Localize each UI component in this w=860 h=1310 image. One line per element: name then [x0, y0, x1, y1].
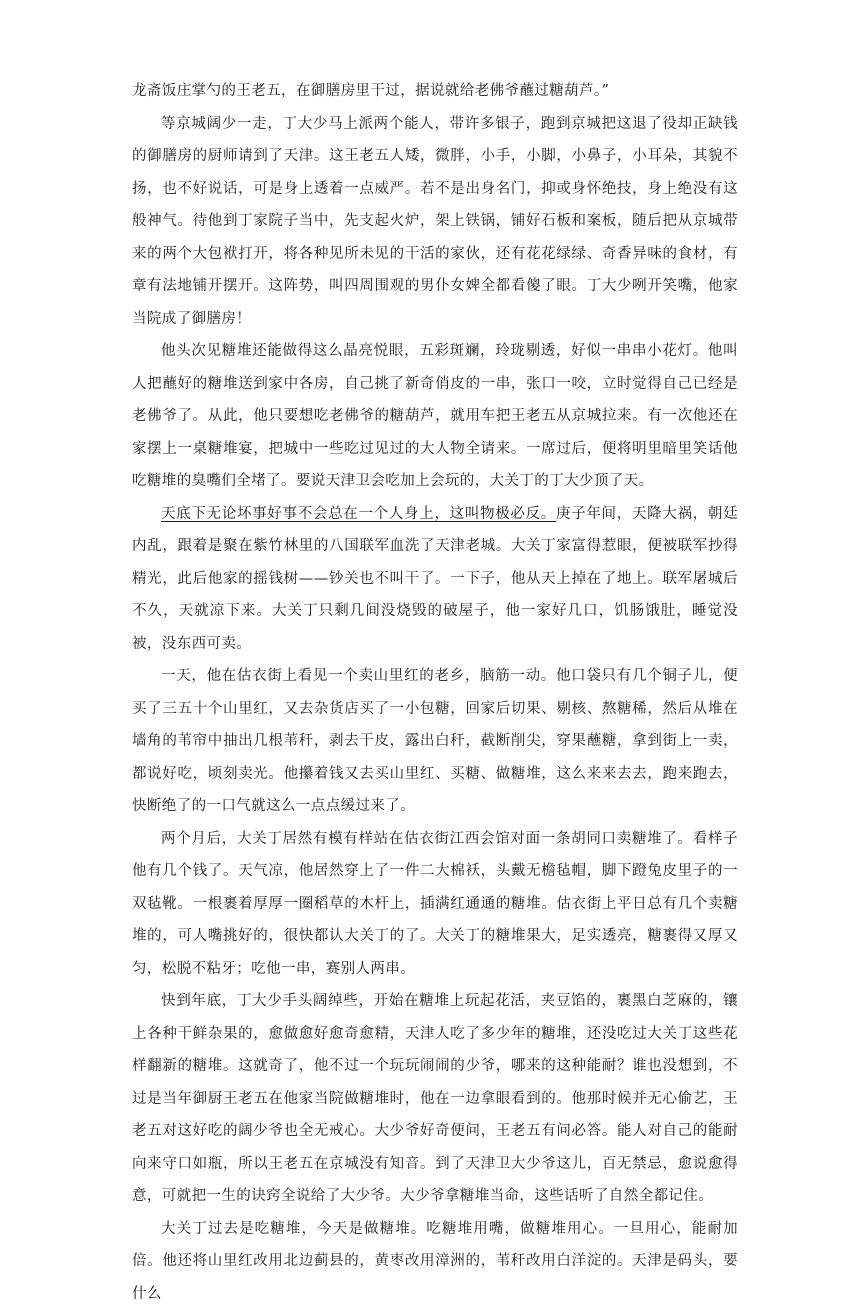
paragraph-5: 一天，他在估衣街上看见一个卖山里红的老乡，脑筋一动。他口袋只有几个铜子儿，便买了三五十个山里红，又去杂货店买了一小包糖，回家后切果、剔核、熬糖稀，然后从堆在墙角的苇帘中抽出几根苇秆，剥去干皮，露出白秆，截断削尖，穿果蘸糖，拿到街上一卖，都说好吃，顷刻卖光。他攥着钱又去买山里红、买糖、做糖堆，这么来来去去，跑来跑去，快断绝了的一口气就这么一点点缓过来了。 [132, 660, 738, 823]
paragraph-1: 龙斋饭庄掌勺的王老五，在御膳房里干过，据说就给老佛爷蘸过糖葫芦。” [132, 75, 738, 108]
underlined-sentence: 天底下无论坏事好事不会总在一个人身上，这叫物极必反。 [161, 506, 556, 522]
paragraph-2: 等京城阔少一走，丁大少马上派两个能人，带许多银子，跑到京城把这退了役却正缺钱的御膳房的厨师请到了天津。这王老五人矮，微胖，小手，小脚，小鼻子，小耳朵，其貌不扬，也不好说话，可是身上透着一点威严。若不是出身名门，抑或身怀绝技，身上绝没有这般神气。待他到丁家院子当中，先支起火炉，架上铁锅，铺好石板和案板，随后把从京城带来的两个大包袱打开，将各种见所未见的干活的家伙，还有花花绿绿、奇香异味的食材，有章有法地铺开摆开。这阵势，叫四周围观的男仆女婢全都看傻了眼。丁大少咧开笑嘴，他家当院成了御膳房！ [132, 108, 738, 336]
paragraph-4-body: 庚子年间，天降大祸，朝廷内乱，跟着是聚在紫竹林里的八国联军血洗了天津老城。大关丁家富得惹眼，便被联军抄得精光，此后他家的摇钱树——钞关也不叫干了。一下子，他从天上掉在了地上。联军屠城后不久，天就凉下来。大关丁只剩几间没烧毁的破屋子，他一家好几口，饥肠饿肚，睡觉没被，没东西可卖。 [132, 506, 738, 652]
paragraph-3: 他头次见糖堆还能做得这么晶亮悦眼，五彩斑斓，玲珑剔透，好似一串串小花灯。他叫人把蘸好的糖堆送到家中各房，自己挑了新奇俏皮的一串，张口一咬，立时觉得自己已经是老佛爷了。从此，他只要想吃老佛爷的糖葫芦，就用车把王老五从京城拉来。有一次他还在家摆上一桌糖堆宴，把城中一些吃过见过的大人物全请来。一席过后，便将明里暗里笑话他吃糖堆的臭嘴们全堵了。要说天津卫会吃加上会玩的，大关丁的丁大少顶了天。 [132, 335, 738, 498]
paragraph-7: 快到年底，丁大少手头阔绰些，开始在糖堆上玩起花活，夹豆馅的，裹黑白芝麻的，镶上各种干鲜杂果的，愈做愈好愈奇愈精，天津人吃了多少年的糖堆，还没吃过大关丁这些花样翻新的糖堆。这就奇了，他不过一个玩玩闹闹的少爷，哪来的这种能耐？谁也没想到，不过是当年御厨王老五在他家当院做糖堆时，他在一边拿眼看到的。他那时候并无心偷艺，王老五对这好吃的阔少爷也全无戒心。大少爷好奇便问，王老五有问必答。能人对自己的能耐向来守口如瓶，所以王老五在京城没有知音。到了天津卫大少爷这儿，百无禁忌，愈说愈得意，可就把一生的诀窍全说给了大少爷。大少爷拿糖堆当命，这些话听了自然全都记住。 [132, 985, 738, 1213]
paragraph-8: 大关丁过去是吃糖堆，今天是做糖堆。吃糖堆用嘴，做糖堆用心。一旦用心，能耐加倍。他还将山里红改用北边蓟县的，黄枣改用漳洲的，苇秆改用白洋淀的。天津是码头，要什么 [132, 1213, 738, 1310]
document-page [132, 75, 738, 1310]
paragraph-4 [132, 498, 738, 661]
paragraph-6: 两个月后，大关丁居然有模有样站在估衣街江西会馆对面一条胡同口卖糖堆了。看样子他有几个钱了。天气凉，他居然穿上了一件二大棉袄，头戴无檐毡帽，脚下蹬兔皮里子的一双毡靴。一根裹着厚厚一圈稻草的木杆上，插满红通通的糖堆。估衣街上平日总有几个卖糖堆的，可人嘴挑好的，很快都认大关丁的了。大关丁的糖堆果大，足实透亮，糖裹得又厚又匀，松脱不粘牙；吃他一串，赛别人两串。 [132, 823, 738, 986]
